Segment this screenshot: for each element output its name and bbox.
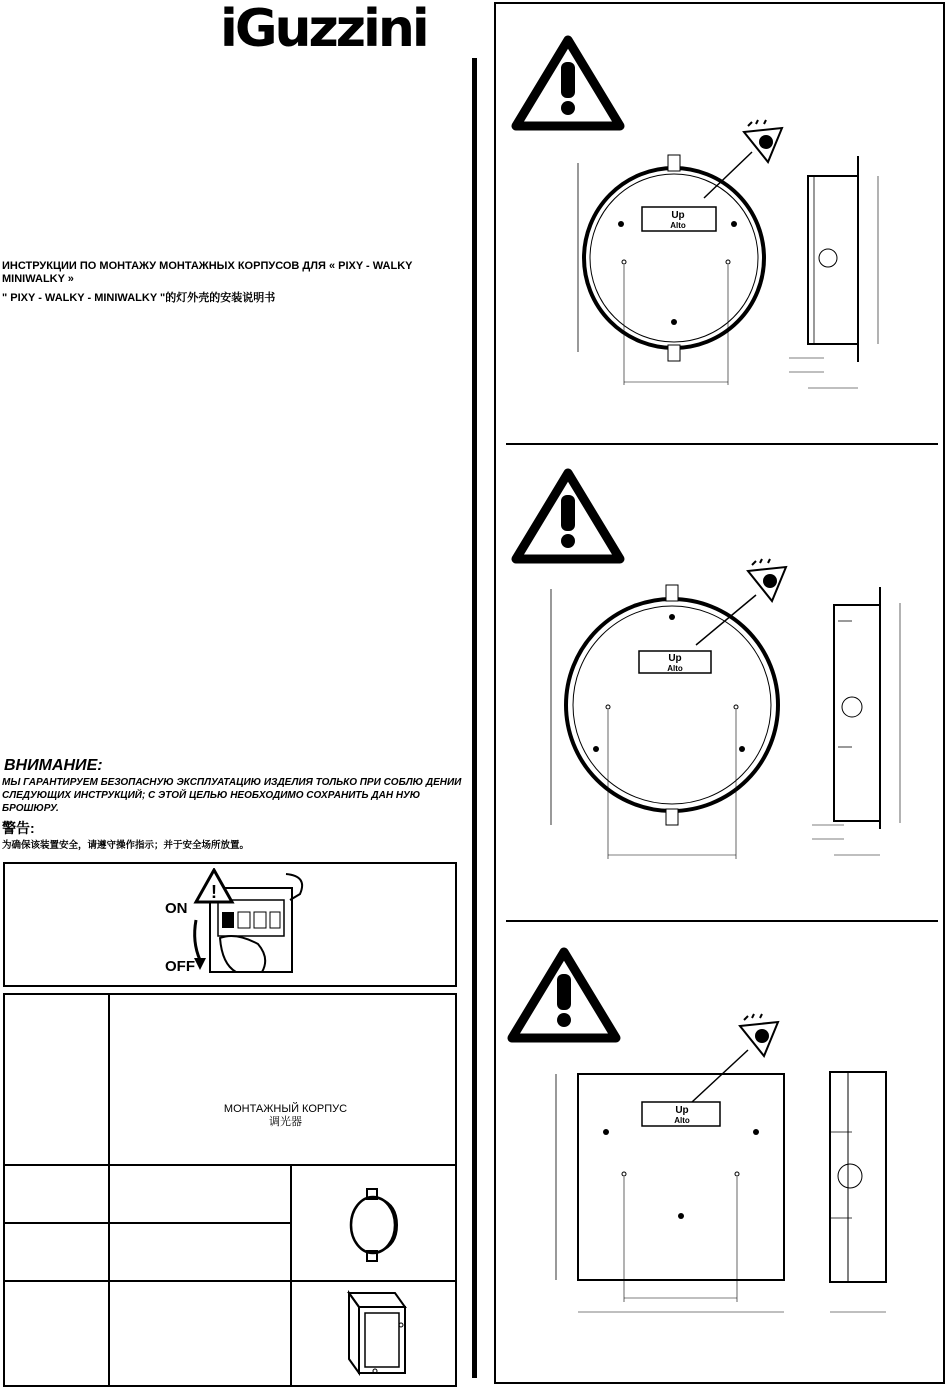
alto-label: Alto xyxy=(667,664,683,673)
title-chinese: " PIXY - WALKY - MINIWALKY "的灯外壳的安装说明书 xyxy=(2,292,276,304)
alto-label: Alto xyxy=(670,221,686,230)
title-russian: ИНСТРУКЦИИ ПО МОНТАЖУ МОНТАЖНЫХ КОРПУСОВ ДЛЯ « PIXY - WALKY MINIWALKY » xyxy=(2,260,413,285)
table-header-ru: МОНТАЖНЫЙ КОРПУС xyxy=(223,1103,348,1115)
warning-heading-cn: 警告: xyxy=(2,820,35,836)
brand-logo: iGuzzini xyxy=(220,0,427,59)
square-housing-icon xyxy=(335,1285,415,1380)
table-header-text xyxy=(113,1103,458,1129)
eye-caution-icon xyxy=(744,120,782,162)
power-off-box xyxy=(3,862,457,987)
switch-illustration xyxy=(190,868,320,980)
warning-triangle-icon xyxy=(512,952,616,1038)
eye-caution-icon xyxy=(740,1014,778,1056)
svg-text:!: ! xyxy=(211,882,217,902)
off-label: OFF xyxy=(165,958,195,975)
up-label: Up xyxy=(675,1105,689,1116)
product-table xyxy=(3,993,457,1387)
warning-triangle-icon xyxy=(516,40,620,126)
up-label: Up xyxy=(671,210,685,221)
warning-text-cn: 为确保该装置安全，请遵守操作指示；并于安全场所放置。 xyxy=(2,840,250,851)
on-label: ON xyxy=(165,900,188,917)
column-divider xyxy=(472,58,477,1378)
round-housing-icon xyxy=(335,1183,415,1263)
warning-text-ru: МЫ ГАРАНТИРУЕМ БЕЗОПАСНУЮ ЭКСПЛУАТАЦИЮ ИЗДЕЛИЯ ТОЛЬКО ПРИ СОБЛЮ ДЕНИИ СЛЕДУЮЩИХ ИНСТРУКЦИЙ; С ЭТОЙ ЦЕЛЬЮ НЕОБХОДИМО СОХРАНИТЬ ДАН НУЮ БРОШЮРУ. xyxy=(2,777,462,814)
diagram-section-1 xyxy=(494,0,945,443)
up-label: Up xyxy=(668,653,682,664)
diagram-section-3 xyxy=(494,922,945,1384)
diagram-section-2 xyxy=(494,445,945,920)
eye-caution-icon xyxy=(748,559,786,601)
alto-label: Alto xyxy=(674,1116,690,1125)
warning-heading-ru: ВНИМАНИЕ: xyxy=(4,757,103,774)
warning-triangle-icon xyxy=(516,473,620,559)
table-header-cn: 调光器 xyxy=(269,1116,302,1128)
